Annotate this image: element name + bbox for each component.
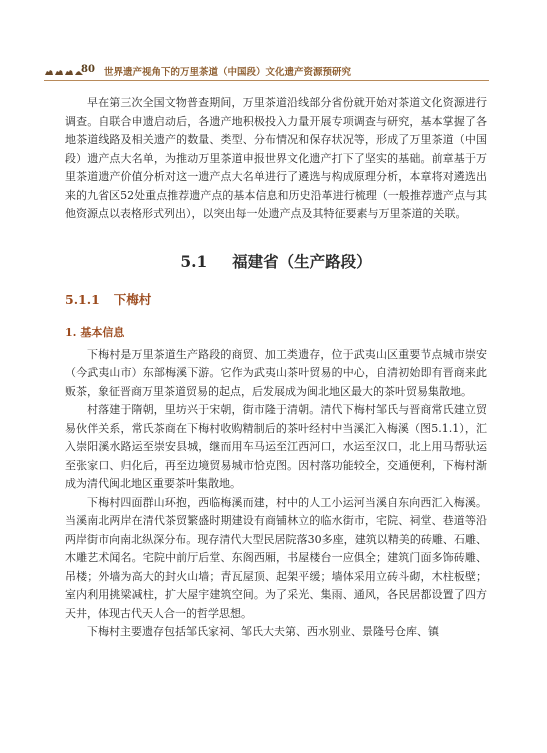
body-paragraph: 村落建于隋朝，里坊兴于宋朝，街市隆于清朝。清代下梅村邹氏与晋商常氏建立贸易伙伴关系，常氏茶商在下梅村收购精制后的茶叶经村中当溪汇入梅溪（图5.1.1），汇入崇阳溪水路运至崇安县城，继而用车马运至江西河口，水运至汉口，北上用马帮驮运至张家口、归化后，再至边境贸易城市恰克图。因村落功能较全，交通便利，下梅村渐成为清代闽北地区重要茶叶集散地。 bbox=[65, 403, 487, 490]
subsection-heading bbox=[65, 290, 487, 308]
page-body bbox=[65, 94, 487, 642]
subsection-title: 下梅村 bbox=[113, 291, 152, 307]
camel-caravan-icon bbox=[44, 68, 84, 76]
body-paragraph: 下梅村主要遗存包括邹氏家祠、邹氏大夫第、西水别业、景隆号仓库、镇 bbox=[87, 625, 439, 638]
body-paragraph: 下梅村是万里茶道生产路段的商贸、加工类遗存，位于武夷山区重要节点城市崇安（今武夷山市）东部梅溪下游。它作为武夷山茶叶贸易的中心，自清初始即有晋商来此贩茶，象征晋商万里茶道贸易的起点，后发展成为闽北地区最大的茶叶贸易集散地。 bbox=[65, 347, 487, 398]
section-title: 福建省（生产路段） bbox=[232, 251, 372, 271]
minor-heading: 1. 基本信息 bbox=[65, 325, 125, 339]
body-paragraph: 下梅村四面群山环抱，西临梅溪而建，村中的人工小运河当溪自东向西汇入梅溪。当溪南北两岸在清代茶贸繁盛时期建设有商铺林立的临水街市，宅院、祠堂、巷道等沿两岸街市向南北纵深分布。现存清代大型民居院落30多座，建筑以精美的砖雕、石雕、木雕艺术闻名。宅院中前厅后堂、东阁西厢，书屋楼台一应俱全；建筑门面多饰砖雕、吊楼；外墙为高大的封火山墙；青瓦屋顶、起架平缓；墙体采用立砖斗砌，木柱板壁；室内利用挑梁减柱，扩大屋宇建筑空间。为了采光、集雨、通风，各民居都设置了四方天井，体现古代天人合一的哲学思想。 bbox=[65, 495, 487, 620]
header-divider bbox=[44, 80, 489, 81]
page-number: 80 bbox=[81, 64, 95, 75]
subsection-number: 5.1.1 bbox=[65, 291, 100, 307]
section-number: 5.1 bbox=[180, 251, 208, 271]
page-header bbox=[0, 0, 547, 86]
running-title: 世界遗产视角下的万里茶道（中国段）文化遗产资源预研究 bbox=[104, 67, 352, 78]
intro-paragraph: 早在第三次全国文物普查期间，万里茶道沿线部分省份就开始对茶道文化资源进行调查。自联合申遗启动后，各遗产地积极投入力量开展专项调查与研究，基本掌握了各地茶道线路及相关遗产的数量、类型、分布情况和保存状况等，形成了万里茶道（中国段）遗产点大名单，为推动万里茶道申报世界文化遗产打下了坚实的基础。前章基于万里茶道遗产价值分析对这一遗产点大名单进行了遴选与构成原理分析，本章将对遴选出来的九省区52处重点推荐遗产点的基本信息和历史沿革进行梳理（一般推荐遗产点与其他资源点以表格形式列出），以突出每一处遗产点及其特征要素与万里茶道的关联。 bbox=[65, 96, 487, 220]
section-heading bbox=[65, 250, 487, 272]
